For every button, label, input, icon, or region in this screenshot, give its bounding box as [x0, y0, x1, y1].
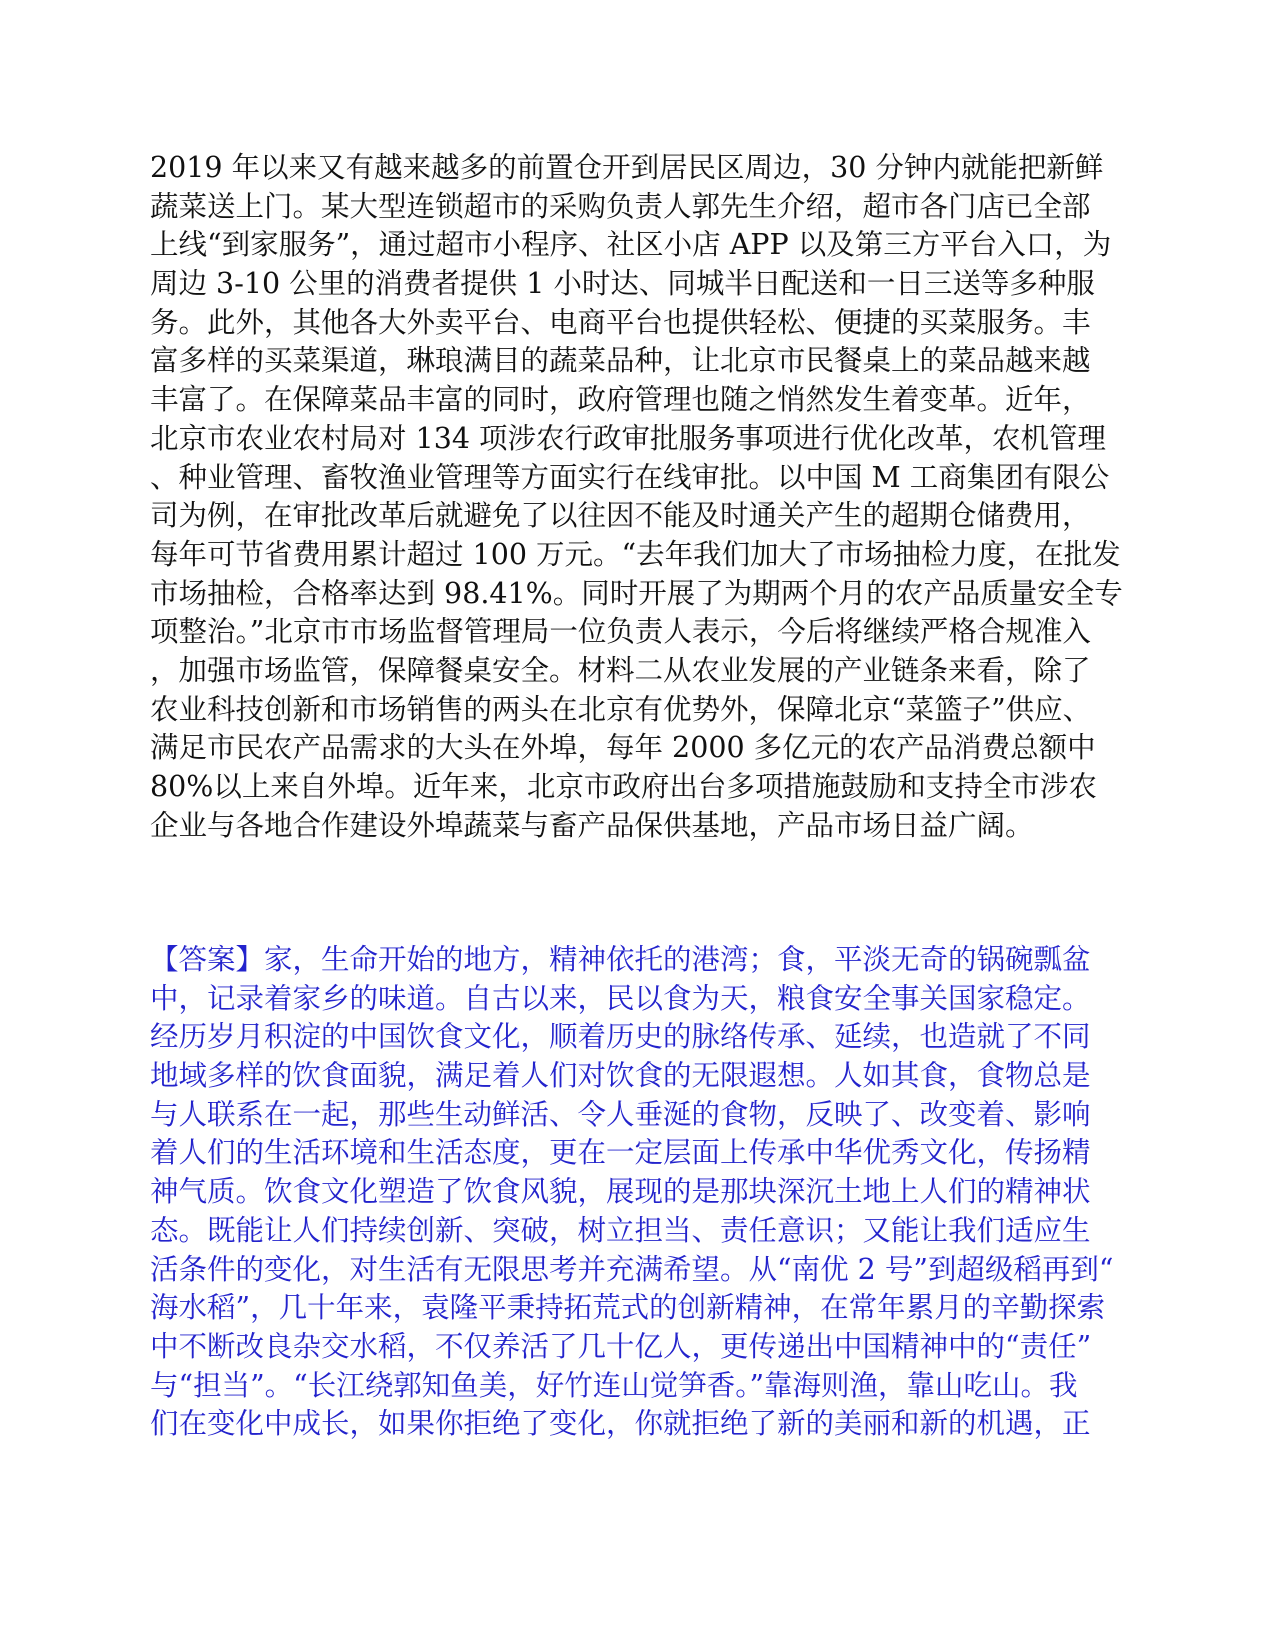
answer-line: 们在变化中成长，如果你拒绝了变化，你就拒绝了新的美丽和新的机遇，正: [150, 1407, 1091, 1441]
material-line: 上线“到家服务”，通过超市小程序、社区小店 APP 以及第三方平台入口，为: [150, 228, 1112, 262]
answer-line: 着人们的生活环境和生活态度，更在一定层面上传承中华优秀文化，传扬精: [150, 1136, 1091, 1170]
answer-text: [150, 941, 1130, 1444]
material-line: 司为例，在审批改革后就避免了以往因不能及时通关产生的超期仓储费用，: [150, 499, 1091, 533]
answer-line: 与人联系在一起，那些生动鲜活、令人垂涎的食物，反映了、改变着、影响: [150, 1097, 1091, 1131]
material-line: 农业科技创新和市场销售的两头在北京有优势外，保障北京“菜篮子”供应、: [150, 692, 1092, 726]
material-line: 满足市民农产品需求的大头在外埠，每年 2000 多亿元的农产品消费总额中: [150, 731, 1096, 765]
material-line: 市场抽检，合格率达到 98.41%。同时开展了为期两个月的农产品质量安全专: [150, 576, 1123, 610]
answer-line: 神气质。饮食文化塑造了饮食风貌，展现的是那块深沉土地上人们的精神状: [150, 1175, 1091, 1209]
material-line: 富多样的买菜渠道，琳琅满目的蔬菜品种，让北京市民餐桌上的菜品越来越: [150, 344, 1091, 378]
material-line: 务。此外，其他各大外卖平台、电商平台也提供轻松、便捷的买菜服务。丰: [150, 305, 1091, 339]
material-line: 丰富了。在保障菜品丰富的同时，政府管理也随之悄然发生着变革。近年，: [150, 383, 1091, 417]
answer-line: 态。既能让人们持续创新、突破，树立担当、责任意识；又能让我们适应生: [150, 1213, 1091, 1247]
material-line: 周边 3-10 公里的消费者提供 1 小时达、同城半日配送和一日三送等多种服: [150, 267, 1095, 301]
material-line: 80%以上来自外埠。近年来，北京市政府出台多项措施鼓励和支持全市涉农: [150, 770, 1097, 803]
material-line: ，加强市场监管，保障餐桌安全。材料二从农业发展的产业链条来看，除了: [150, 653, 1091, 687]
answer-line: 中，记录着家乡的味道。自古以来，民以食为天，粮食安全事关国家稳定。: [150, 981, 1091, 1015]
material-line: 北京市农业农村局对 134 项涉农行政审批服务事项进行优化改革，农机管理: [150, 421, 1107, 455]
material-line: 蔬菜送上门。某大型连锁超市的采购负责人郭先生介绍，超市各门店已全部: [150, 189, 1091, 223]
material-line: 2019 年以来又有越来越多的前置仓开到居民区周边，30 分钟内就能把新鲜: [150, 151, 1104, 184]
answer-line: 【答案】家，生命开始的地方，精神依托的港湾；食，平淡无奇的锅碗瓢盆: [150, 943, 1091, 976]
material-text: [150, 149, 1130, 845]
answer-line: 经历岁月积淀的中国饮食文化，顺着历史的脉络传承、延续，也造就了不同: [150, 1020, 1091, 1054]
material-line: 、种业管理、畜牧渔业管理等方面实行在线审批。以中国 M 工商集团有限公: [150, 460, 1110, 494]
material-line: 项整治。”北京市市场监督管理局一位负责人表示，今后将继续严格合规准入: [150, 615, 1091, 649]
answer-line: 活条件的变化，对生活有无限思考并充满希望。从“南优 2 号”到超级稻再到“: [150, 1252, 1114, 1286]
answer-line: 地域多样的饮食面貌，满足着人们对饮食的无限遐想。人如其食，食物总是: [150, 1059, 1091, 1093]
material-line: 每年可节省费用累计超过 100 万元。“去年我们加大了市场抽检力度，在批发: [150, 537, 1121, 571]
answer-line: 中不断改良杂交水稻，不仅养活了几十亿人，更传递出中国精神中的“责任”: [150, 1329, 1092, 1363]
answer-line: 海水稻”，几十年来，袁隆平秉持拓荒式的创新精神，在常年累月的辛勤探索: [150, 1291, 1106, 1325]
material-line: 企业与各地合作建设外埠蔬菜与畜产品保供基地，产品市场日益广阔。: [150, 808, 1034, 842]
answer-line: 与“担当”。“长江绕郭知鱼美，好竹连山觉笋香。”靠海则渔，靠山吃山。我: [150, 1368, 1078, 1402]
